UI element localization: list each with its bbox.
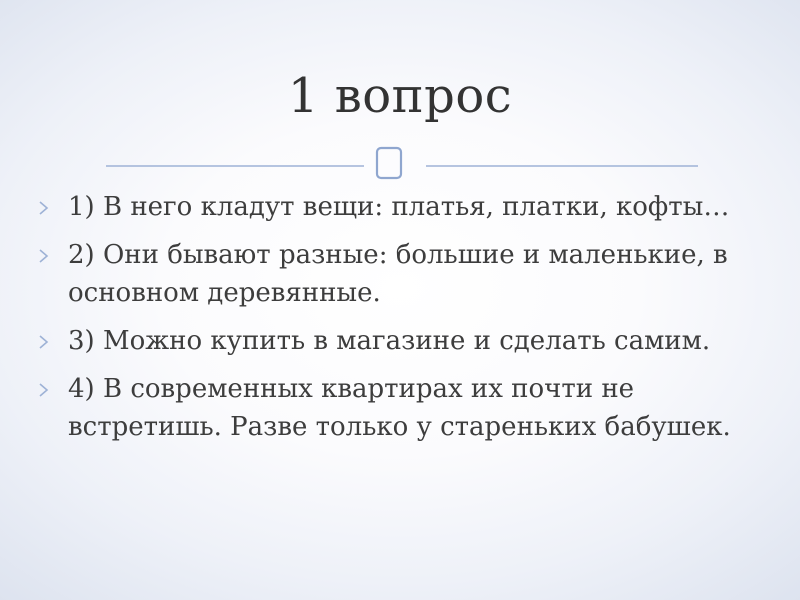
list-item	[36, 236, 766, 312]
chevron-right-icon	[36, 248, 52, 264]
chevron-right-icon	[36, 334, 52, 350]
list-item	[36, 370, 766, 446]
list-item-text: 4) В современных квартирах их почти не встретишь. Разве только у стареньких бабушек.	[68, 374, 731, 442]
divider-graphic	[106, 140, 698, 184]
chevron-right-icon	[36, 382, 52, 398]
slide-title: 1 вопрос	[287, 68, 513, 124]
list-item	[36, 322, 766, 360]
list-item	[36, 188, 766, 226]
list-item-text: 1) В него кладут вещи: платья, платки, кофты…	[68, 192, 730, 222]
title-divider	[106, 140, 698, 184]
bullet-list	[36, 188, 766, 456]
list-item-text: 2) Они бывают разные: большие и маленькие, в основном деревянные.	[68, 240, 728, 308]
list-item-text: 3) Можно купить в магазине и сделать самим.	[68, 326, 711, 356]
hollow-square-icon	[377, 148, 401, 178]
chevron-right-icon	[36, 200, 52, 216]
